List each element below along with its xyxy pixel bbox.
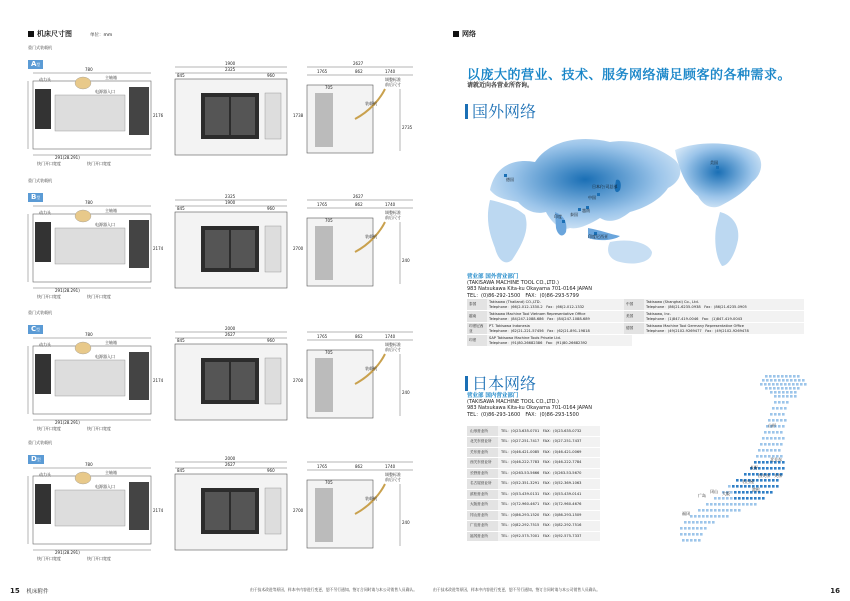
jp-map-label: 山形 xyxy=(768,423,776,428)
dim-label: 780 xyxy=(85,200,93,205)
dim-label: 2735 xyxy=(402,125,413,130)
dim-label: 2627 xyxy=(353,194,364,199)
intl-company: PT. Takisawa Indonesia xyxy=(489,324,530,328)
jp-map-label: 滨松 xyxy=(752,487,760,492)
north-america-shape xyxy=(675,143,761,207)
jp-office-contact: TEL：(0)263-53-5666 FAX：(0)263-53-5670 xyxy=(498,468,600,479)
intl-office-info xyxy=(644,323,804,335)
variant-drawings xyxy=(25,454,415,566)
map-label-vietnam: 越南 xyxy=(582,208,590,213)
intl-company: Takisawa Machine Tool Germany Representative Office xyxy=(646,324,744,328)
front-view xyxy=(175,67,287,155)
door-note: 快门开口宽度 xyxy=(87,556,111,561)
left-footer xyxy=(10,587,49,595)
jp-map-label: 西关东 xyxy=(758,473,770,478)
jp-office-name: 广岛营业所 xyxy=(467,521,498,532)
variant-a xyxy=(0,45,425,173)
intl-office-info xyxy=(487,335,632,347)
intl-office-row xyxy=(624,299,804,311)
jp-office-row xyxy=(467,500,600,511)
intl-contact: Telephone：(1)847-419-0046 Fax：(1)847-419-0043 xyxy=(646,316,743,321)
intl-company: Takisawa Machine Tool Vietnam Representative Office xyxy=(489,312,586,316)
intl-dept-address: 983 Natsukawa Kita-ku Okayama 701-0164 JAPAN xyxy=(467,286,592,292)
intl-dept xyxy=(467,272,592,299)
dim-label: 705 xyxy=(325,480,333,485)
jp-map-label: 北关东 xyxy=(770,457,782,462)
dim-label: 2000 xyxy=(225,326,236,331)
intl-office-table-left xyxy=(467,299,632,347)
plan-view xyxy=(28,73,151,155)
intl-country: 越南 xyxy=(467,311,487,323)
door-note: 快门开口宽度 xyxy=(37,161,61,166)
africa-shape xyxy=(488,200,527,262)
dim-label: 780 xyxy=(85,332,93,337)
dim-label: 780 xyxy=(85,462,93,467)
variant-drawings xyxy=(25,324,415,436)
intl-company: SAP Takisawa Machine Tools Private Ltd. xyxy=(489,336,562,340)
note-label: 动力头 xyxy=(39,342,51,347)
bottom-dim: 291(28.291) xyxy=(55,420,80,425)
australia-shape xyxy=(608,240,652,263)
intl-company: Takisawa, Inc. xyxy=(646,312,671,316)
headline: 以庞大的营业、技术、服务网络满足顾客的各种需求。 xyxy=(467,68,792,83)
dim-label: 2627 xyxy=(225,332,236,337)
jp-office-contact: TEL：(0)23-635-0701 FAX：(0)23-635-0732 xyxy=(498,426,600,437)
network-header xyxy=(453,29,476,39)
jp-office-name: 福冈营业所 xyxy=(467,531,498,542)
intl-office-row xyxy=(624,311,804,323)
jp-office-contact: TEL：(0)92-575-7001 FAX：(0)92-575-7337 xyxy=(498,531,600,542)
door-note: 快门开口宽度 xyxy=(87,161,111,166)
note-label: 前后尺寸 xyxy=(385,347,401,352)
note-label: 装载机 xyxy=(365,366,377,371)
front-view xyxy=(175,462,287,550)
intl-country: 美国 xyxy=(624,311,644,323)
intl-contact: Telephone：(84)247-1088-686 Fax：(84)247-1088-689 xyxy=(489,316,590,321)
dim-label: 1765 xyxy=(317,202,328,207)
dim-label: 845 xyxy=(177,206,185,211)
note-label: 主轴箱 xyxy=(105,470,117,475)
dim-label: 1740 xyxy=(385,334,396,339)
jp-office-name: 西关东营业所 xyxy=(467,458,498,469)
dim-label: 2627 xyxy=(353,61,364,66)
dim-label: 1900 xyxy=(225,61,236,66)
dim-label: 1740 xyxy=(385,464,396,469)
jp-office-row xyxy=(467,531,600,542)
door-note: 快门开口宽度 xyxy=(37,294,61,299)
note-label: 调整标准 xyxy=(385,210,401,215)
dim-label: 1738 xyxy=(293,113,304,118)
dim-label: 2174 xyxy=(153,378,164,383)
dim-label: 1765 xyxy=(317,464,328,469)
jp-office-name: 滨松营业所 xyxy=(467,489,498,500)
map-label-china: 中国 xyxy=(588,195,596,200)
intl-contact: Telephone：(49)2102-9269477 Fax：(49)2102-9269478 xyxy=(646,328,749,333)
jp-office-row xyxy=(467,489,600,500)
dim-label: 705 xyxy=(325,350,333,355)
dim-label: 1740 xyxy=(385,202,396,207)
dim-label: 2325 xyxy=(225,67,236,72)
intl-company: Takisawa (Shanghai) Co., Ltd. xyxy=(646,300,699,304)
intl-country: 印度 xyxy=(467,335,487,347)
japan-map xyxy=(670,365,810,565)
jp-office-row xyxy=(467,447,600,458)
dim-label: 705 xyxy=(325,85,333,90)
dim-label: 2174 xyxy=(153,246,164,251)
right-page xyxy=(425,0,850,601)
jp-office-name: 北关东营业所 xyxy=(467,437,498,448)
note-label: 装载机 xyxy=(365,496,377,501)
jp-office-name: 长野营业所 xyxy=(467,468,498,479)
disclaimer-left: 由于技术改进等原因，样本中内容进行变更，恕不另行通知。签订合同时请与本公司销售人员确认。 xyxy=(249,587,417,592)
intl-office-row xyxy=(624,323,804,335)
note-label: 动力头 xyxy=(39,472,51,477)
intl-country: 德国 xyxy=(624,323,644,335)
variant-badge-letter: C xyxy=(31,325,37,333)
jp-office-row xyxy=(467,458,600,469)
dimension-title: 机床尺寸图 xyxy=(37,30,72,38)
jp-office-name: 山形营业所 xyxy=(467,426,498,437)
note-label: 调整标准 xyxy=(385,77,401,82)
variant-label: 重门式装载机 xyxy=(28,45,52,50)
dim-label: 2000 xyxy=(225,456,236,461)
dim-label: 960 xyxy=(267,73,275,78)
jp-office-name: 冈山营业所 xyxy=(467,510,498,521)
note-label: 主轴箱 xyxy=(105,340,117,345)
variant-badge-suffix: 型 xyxy=(36,62,41,67)
dim-label: 1740 xyxy=(385,69,396,74)
note-label: 调整标准 xyxy=(385,342,401,347)
subheadline: 请就近向各营业所咨询。 xyxy=(467,82,534,89)
door-note: 快门开口宽度 xyxy=(37,556,61,561)
intl-contact: Telephone：(86)21-6235-0938 Fax：(86)21-6235-0905 xyxy=(646,304,747,309)
front-view xyxy=(175,332,287,420)
jp-dept xyxy=(467,391,592,418)
intl-office-info xyxy=(644,311,804,323)
intl-office-info xyxy=(644,299,804,311)
variant-label: 重门式装载机 xyxy=(28,178,52,183)
jp-office-table xyxy=(467,426,600,542)
dim-label: 960 xyxy=(267,206,275,211)
square-bullet-icon xyxy=(28,31,34,37)
section-bar-icon xyxy=(465,376,468,391)
jp-office-contact: TEL：(0)27-251-7417 FAX：(0)27-251-7437 xyxy=(498,437,600,448)
jp-office-row xyxy=(467,479,600,490)
dim-label: 240 xyxy=(402,520,410,525)
jp-office-row xyxy=(467,468,600,479)
note-label: 前后尺寸 xyxy=(385,82,401,87)
variant-d xyxy=(0,440,425,568)
intl-contact: Telephone：(91)80-26682386 Fax：(91)80-26682392 xyxy=(489,340,588,345)
jp-office-contact: TEL：(0)72-960-4671 FAX：(0)72-960-4676 xyxy=(498,500,600,511)
variant-badge-letter: B xyxy=(31,193,37,201)
map-label-japan-hq: 日本/公司总部 xyxy=(592,184,618,189)
note-label: 电源器入口 xyxy=(95,484,115,489)
variant-badge-suffix: 型 xyxy=(36,195,41,200)
jp-office-contact: TEL：(0)52-351-3291 FAX：(0)52-369-1063 xyxy=(498,479,600,490)
intl-contact: Telephone：(66)2-012-1330-2 Fax：(66)2-012-1332 xyxy=(489,304,585,309)
map-label-usa: 美国 xyxy=(710,160,718,165)
door-note: 快门开口宽度 xyxy=(37,426,61,431)
section-jp-title: 日本网络 xyxy=(472,374,537,393)
intl-country: 中国 xyxy=(624,299,644,311)
jp-map-label: 福冈 xyxy=(682,511,690,516)
jp-office-name: 大阪营业所 xyxy=(467,500,498,511)
square-bullet-icon xyxy=(453,31,459,37)
plan-view xyxy=(28,338,151,420)
dim-label: 240 xyxy=(402,390,410,395)
dim-label: 780 xyxy=(85,67,93,72)
jp-dept-company: (TAKISAWA MACHINE TOOL CO.,LTD.) xyxy=(467,399,559,405)
note-label: 调整标准 xyxy=(385,472,401,477)
intl-office-row xyxy=(467,323,632,335)
note-label: 主轴箱 xyxy=(105,75,117,80)
jp-dept-tel: TEL：(0)86-293-1600 FAX：(0)86-293-1500 xyxy=(467,412,579,418)
intl-dept-title: 营业部 国外营业部门 xyxy=(467,274,519,280)
page-label-left: 机床附件 xyxy=(26,589,49,595)
disclaimer-right: 由于技术改进等原因，样本中内容进行变更，恕不另行通知。签订合同时请与本公司销售人员确认。 xyxy=(433,587,601,592)
network-title: 网络 xyxy=(462,30,476,38)
section-intl xyxy=(465,99,536,122)
dim-label: 960 xyxy=(267,338,275,343)
world-map xyxy=(470,120,790,270)
jp-office-contact: TEL：(0)53-439-0131 FAX：(0)53-439-0141 xyxy=(498,489,600,500)
door-note: 快门开口宽度 xyxy=(87,294,111,299)
note-label: 动力头 xyxy=(39,77,51,82)
note-label: 装载机 xyxy=(365,101,377,106)
map-label-india: 印度 xyxy=(554,214,562,219)
variant-b xyxy=(0,178,425,306)
variant-label: 重门式装载机 xyxy=(28,310,52,315)
bottom-dim: 291(28.291) xyxy=(55,550,80,555)
note-label: 前后尺寸 xyxy=(385,215,401,220)
dim-label: 2176 xyxy=(153,113,164,118)
jp-office-row xyxy=(467,510,600,521)
jp-map-label: 关东 xyxy=(774,473,782,478)
jp-office-row xyxy=(467,437,600,448)
dim-label: 1900 xyxy=(225,200,236,205)
jp-map-label: 广岛 xyxy=(698,493,706,498)
intl-contact: Telephone：(62)21-221-57456 Fax：(62)21-891-19818 xyxy=(489,328,590,333)
dim-label: 705 xyxy=(325,218,333,223)
dim-label: 845 xyxy=(177,468,185,473)
plan-view xyxy=(28,206,151,288)
dim-label: 862 xyxy=(355,202,363,207)
note-label: 电源器入口 xyxy=(95,89,115,94)
jp-dept-title: 营业部 国内营业部门 xyxy=(467,393,519,399)
note-label: 主轴箱 xyxy=(105,208,117,213)
jp-map-label: 大阪 xyxy=(722,491,730,496)
note-label: 前后尺寸 xyxy=(385,477,401,482)
intl-office-row xyxy=(467,299,632,311)
jp-dept-address: 983 Natsukawa Kita-ku Okayama 701-0164 JAPAN xyxy=(467,405,592,411)
dim-label: 845 xyxy=(177,338,185,343)
variant-badge-letter: D xyxy=(31,455,37,463)
intl-office-info xyxy=(487,323,632,335)
jp-map-label: 冈山 xyxy=(710,489,718,494)
unit-label: 单位：mm xyxy=(90,33,113,38)
intl-country: 泰国 xyxy=(467,299,487,311)
jp-office-row xyxy=(467,521,600,532)
dim-label: 2174 xyxy=(153,508,164,513)
section-bar-icon xyxy=(465,104,468,119)
variant-badge-suffix: 型 xyxy=(36,327,41,332)
intl-country: 印度尼西亚 xyxy=(467,323,487,335)
variant-label: 重门式装载机 xyxy=(28,440,52,445)
dim-label: 1765 xyxy=(317,69,328,74)
dim-label: 862 xyxy=(355,464,363,469)
map-label-thailand: 泰国 xyxy=(570,212,578,217)
page-number-left: 15 xyxy=(10,587,20,595)
intl-company: Takisawa (Thailand) CO.,LTD. xyxy=(489,300,541,304)
intl-dept-tel: TEL：(0)86-292-1500 FAX：(0)86-293-5799 xyxy=(467,293,579,299)
dim-label: 2700 xyxy=(293,378,304,383)
map-label-indonesia: 印度尼西亚 xyxy=(588,234,608,239)
variant-c xyxy=(0,310,425,438)
dim-label: 2700 xyxy=(293,246,304,251)
jp-office-name: 名古屋营业所 xyxy=(467,479,498,490)
variant-drawings xyxy=(25,59,415,171)
variant-badge-letter: A xyxy=(31,60,37,68)
note-label: 装载机 xyxy=(365,234,377,239)
dim-label: 2627 xyxy=(225,462,236,467)
dim-label: 862 xyxy=(355,69,363,74)
variant-badge-suffix: 型 xyxy=(36,457,41,462)
intl-dept-company: (TAKISAWA MACHINE TOOL CO.,LTD.) xyxy=(467,280,559,286)
south-america-shape xyxy=(715,212,738,266)
dim-label: 960 xyxy=(267,468,275,473)
intl-office-info xyxy=(487,299,632,311)
dimension-header xyxy=(28,29,112,39)
jp-office-row xyxy=(467,426,600,437)
intl-office-row xyxy=(467,335,632,347)
dim-label: 862 xyxy=(355,334,363,339)
jp-map-label: 长野 xyxy=(750,465,758,470)
variant-drawings xyxy=(25,192,415,304)
jp-office-contact: TEL：(0)46-222-7783 FAX：(0)46-222-7784 xyxy=(498,458,600,469)
bottom-dim: 291(28.291) xyxy=(55,288,80,293)
front-view xyxy=(175,200,287,288)
plan-view xyxy=(28,468,151,550)
dim-label: 845 xyxy=(177,73,185,78)
note-label: 电源器入口 xyxy=(95,354,115,359)
page-number-right: 16 xyxy=(830,587,840,595)
jp-office-contact: TEL：(0)82-292-7515 FAX：(0)82-292-7516 xyxy=(498,521,600,532)
note-label: 电源器入口 xyxy=(95,222,115,227)
dim-label: 1765 xyxy=(317,334,328,339)
intl-office-row xyxy=(467,311,632,323)
jp-map-label: 名古屋 xyxy=(742,479,754,484)
jp-office-name: 关东营业所 xyxy=(467,447,498,458)
intl-office-info xyxy=(487,311,632,323)
map-label-germany: 德国 xyxy=(506,177,514,182)
bottom-dim: 291(28.291) xyxy=(55,155,80,160)
jp-office-contact: TEL：(0)46-421-0085 FAX：(0)46-421-0069 xyxy=(498,447,600,458)
intl-office-table-right xyxy=(624,299,804,335)
dim-label: 2700 xyxy=(293,508,304,513)
section-intl-title: 国外网络 xyxy=(472,102,537,121)
note-label: 动力头 xyxy=(39,210,51,215)
dim-label: 240 xyxy=(402,258,410,263)
dim-label: 2325 xyxy=(225,194,236,199)
jp-office-contact: TEL：(0)86-293-1520 FAX：(0)86-293-1509 xyxy=(498,510,600,521)
door-note: 快门开口宽度 xyxy=(87,426,111,431)
